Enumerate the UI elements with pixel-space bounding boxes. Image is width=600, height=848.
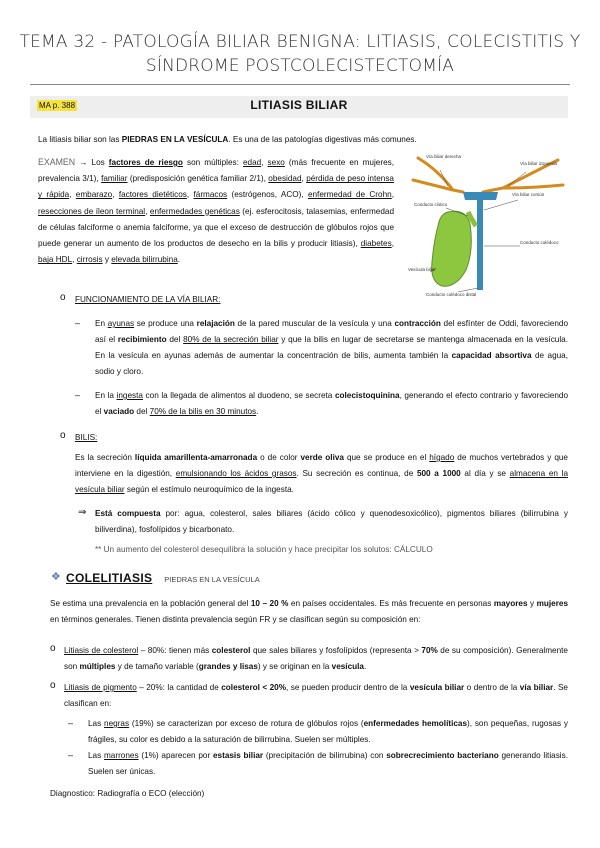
bilis-composition: Está compuesta por: agua, colesterol, sales biliares (ácido cólico y quenodesoxicólico), pigmentos biliares (bilirrubina y biliverdina), fosfolípidos y bicarbonato. — [95, 509, 569, 534]
diamond-bullet-icon: ❖ — [51, 571, 61, 583]
title-divider — [30, 84, 570, 85]
colelitiasis-subheading: PIEDRAS EN LA VESÍCULA — [164, 575, 260, 584]
litiasis-colesterol: Litiasis de colesterol – 80%: tienen más colesterol que sales biliares y fosfolípidos (representa > 70% de su composición). Generalmente son múltiples y de tamaño variable (grandes y lisas) y se originan en la vesícula. — [64, 646, 568, 671]
label-via-biliar-izquierda: Vía biliar izquierda — [520, 161, 558, 166]
bullet-circle: o — [60, 292, 66, 303]
label-via-biliar-derecha: Vía biliar derecha — [426, 154, 462, 159]
bullet-circle: o — [50, 680, 56, 691]
biliary-anatomy-diagram — [408, 150, 568, 300]
colelitiasis-heading: COLELITIASIS PIEDRAS EN LA VESÍCULA — [66, 571, 260, 585]
bullet-circle: o — [50, 643, 56, 654]
colelitiasis-intro: Se estima una prevalencia en la población general del 10 – 20 % en países occidentales. Es más frecuente en personas mayores y mujeres en términos generales. Tienen distinta prevalencia según FR y se clasifican según su composición en: — [50, 599, 568, 624]
label-conducto-coledoco-distal: Conducto colédoco distal — [426, 292, 477, 297]
title-line-2: SÍNDROME POSTCOLECISTECTOMÍA — [145, 56, 455, 76]
dash-bullet: – — [75, 318, 81, 328]
bullet-circle: o — [60, 430, 66, 441]
dash-bullet: – — [75, 390, 81, 400]
page-ref-badge: MA p. 388 — [39, 101, 76, 110]
litiasis-pigmento: Litiasis de pigmento – 20%: la cantidad de colesterol < 20%, se pueden producir dentro de la vesícula biliar o dentro de la vía biliar. Se clasifican en: — [64, 683, 568, 708]
bilis-heading: BILIS: — [75, 433, 98, 442]
dash-bullet: – — [68, 718, 74, 728]
risk-factors-paragraph: EXAMEN → Los factores de riesgo son múltiples: edad, sexo (más frecuente en mujeres, prevalencia 3/1), familiar (predisposición genética familiar 2/1), obesidad, pérdida de peso intensa y rápida, embarazo, factores dietéticos, fármacos (estrógenos, ACO), enfermedad de Crohn, resecciones de íleon terminal, enfermedades genéticas (ej. esferocitosis, talasemias, enfermedad de células falciforme o anemia falciforme, ya que el exceso de destrucción de glóbulos rojos que puede generar un aumento de los productos de desecho en la bilis y producir litiasis), diabetes, baja HDL, cirrosis y elevada bilirrubina. — [38, 157, 394, 265]
left-hepatic-duct-branch-2 — [503, 185, 563, 188]
title-line-1: TEMA 32 - PATOLOGÍA BILIAR BENIGNA: LITIASIS, COLECISTITIS Y — [19, 32, 581, 52]
label-conducto-coledoco: Conducto colédoco — [520, 240, 559, 245]
funcionamiento-heading: FUNCIONAMIENTO DE LA VÍA BILIAR: — [75, 295, 221, 304]
label-conducto-cistico: Conducto cístico — [414, 202, 448, 207]
label-vesicula-biliar: Vesícula biliar — [408, 267, 436, 272]
section-bar — [30, 96, 568, 118]
double-arrow-icon: ⇒ — [78, 507, 87, 518]
bilis-note: ** Un aumento del colesterol desequilibra la solución y hace precipitar los solutos: CÁLCULO — [95, 545, 433, 554]
hepatic-confluence — [463, 192, 498, 200]
label-leader-common-duct — [484, 200, 518, 210]
diagnostico-line: Diagnostico: Radiografía o ECO (elección) — [50, 789, 205, 798]
page-title — [0, 30, 600, 78]
bilis-paragraph: Es la secreción líquida amarillenta-amarronada o de color verde oliva que se produce en el hígado de muchos vertebrados y que interviene en la digestión, emulsionando los ácidos grasos. Su secreción es continua, de 500 a 1000 al día y se almacena en la vesícula biliar según el estímulo neuroquímico de la ingesta. — [75, 453, 569, 494]
exam-tag: EXAMEN — [38, 157, 76, 167]
funcionamiento-item-ayunas: En ayunas se produce una relajación de la pared muscular de la vesícula y una contracción del esfínter de Oddi, favoreciendo así el recibimiento del 80% de la secreción biliar y que la bilis en lugar de secretarse se mantenga almacenada en la vesícula. En la vesícula en ayunas además de aumentar la concentración de bilis, aumenta también la capacidad absortiva de agua, sodio y cloro. — [95, 319, 568, 376]
litiasis-marrones: Las marrones (1%) aparecen por estasis biliar (precipitación de bilirrubina) con sobrecrecimiento bacteriano generando litiasis. Suelen ser únicas. — [88, 751, 568, 776]
intro-paragraph: La litiasis biliar son las PIEDRAS EN LA VESÍCULA. Es una de las patologías digestivas más comunes. — [38, 135, 417, 144]
gallbladder — [432, 211, 472, 286]
section-heading: LITIASIS BILIAR — [250, 98, 348, 112]
label-via-biliar-comun: Vía biliar común — [512, 192, 545, 197]
funcionamiento-item-ingesta: En la ingesta con la llegada de alimentos al duodeno, se secreta colecistoquinina, generando el efecto contrario y favoreciendo el vaciado del 70% de la bilis en 30 minutos. — [95, 391, 568, 416]
litiasis-negras: Las negras (19%) se caracterizan por exceso de rotura de glóbulos rojos (enfermedades hemolíticas), son pequeñas, rugosas y frágiles, su color es debido a la saturación de bilirrubina. Suelen ser múltiples. — [88, 719, 568, 744]
dash-bullet: – — [68, 750, 74, 760]
